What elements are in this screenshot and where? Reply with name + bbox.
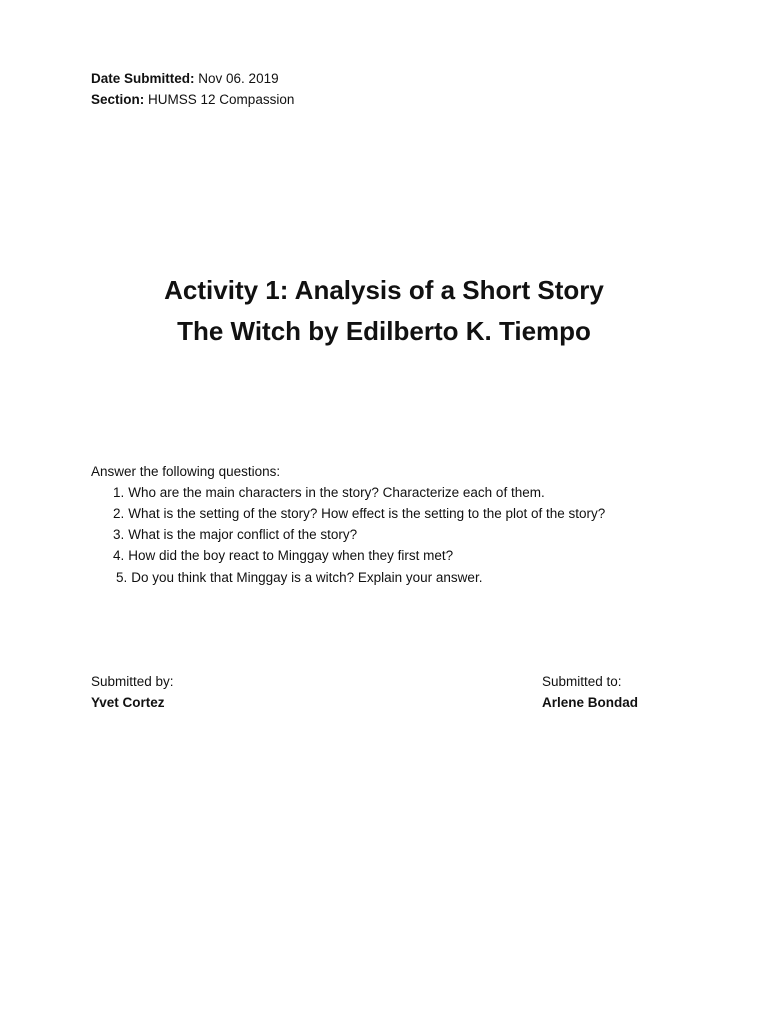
question-text: What is the major conflict of the story? xyxy=(128,527,358,542)
submitted-by-name: Yvet Cortez xyxy=(91,695,165,710)
section-line xyxy=(91,92,294,108)
activity-title: Activity 1: Analysis of a Short Story xyxy=(164,275,604,305)
question-item xyxy=(113,485,545,501)
question-number: 3. xyxy=(113,527,125,542)
question-item xyxy=(113,506,605,522)
story-title: The Witch by Edilberto K. Tiempo xyxy=(177,316,591,346)
question-text: How did the boy react to Minggay when they first met? xyxy=(128,548,454,563)
section-value: HUMSS 12 Compassion xyxy=(148,92,295,107)
question-number: 4. xyxy=(113,548,125,563)
question-number: 5. xyxy=(116,570,128,585)
question-item xyxy=(113,548,453,564)
question-text: What is the setting of the story? How effect is the setting to the plot of the story? xyxy=(128,506,606,521)
question-text: Do you think that Minggay is a witch? Explain your answer. xyxy=(131,570,483,585)
submitted-to-name: Arlene Bondad xyxy=(542,695,639,710)
date-submitted-value: Nov 06. 2019 xyxy=(198,71,279,86)
date-submitted xyxy=(91,71,279,87)
section-label: Section: xyxy=(91,92,145,107)
question-item xyxy=(113,527,357,543)
question-number: 2. xyxy=(113,506,125,521)
question-number: 1. xyxy=(113,485,125,500)
question-item xyxy=(116,570,482,586)
submitted-by-label: Submitted by: xyxy=(91,674,174,689)
instructions-text: Answer the following questions: xyxy=(91,464,281,479)
question-text: Who are the main characters in the story? Characterize each of them. xyxy=(128,485,545,500)
submitted-to-label: Submitted to: xyxy=(542,674,622,689)
date-submitted-label: Date Submitted: xyxy=(91,71,195,86)
